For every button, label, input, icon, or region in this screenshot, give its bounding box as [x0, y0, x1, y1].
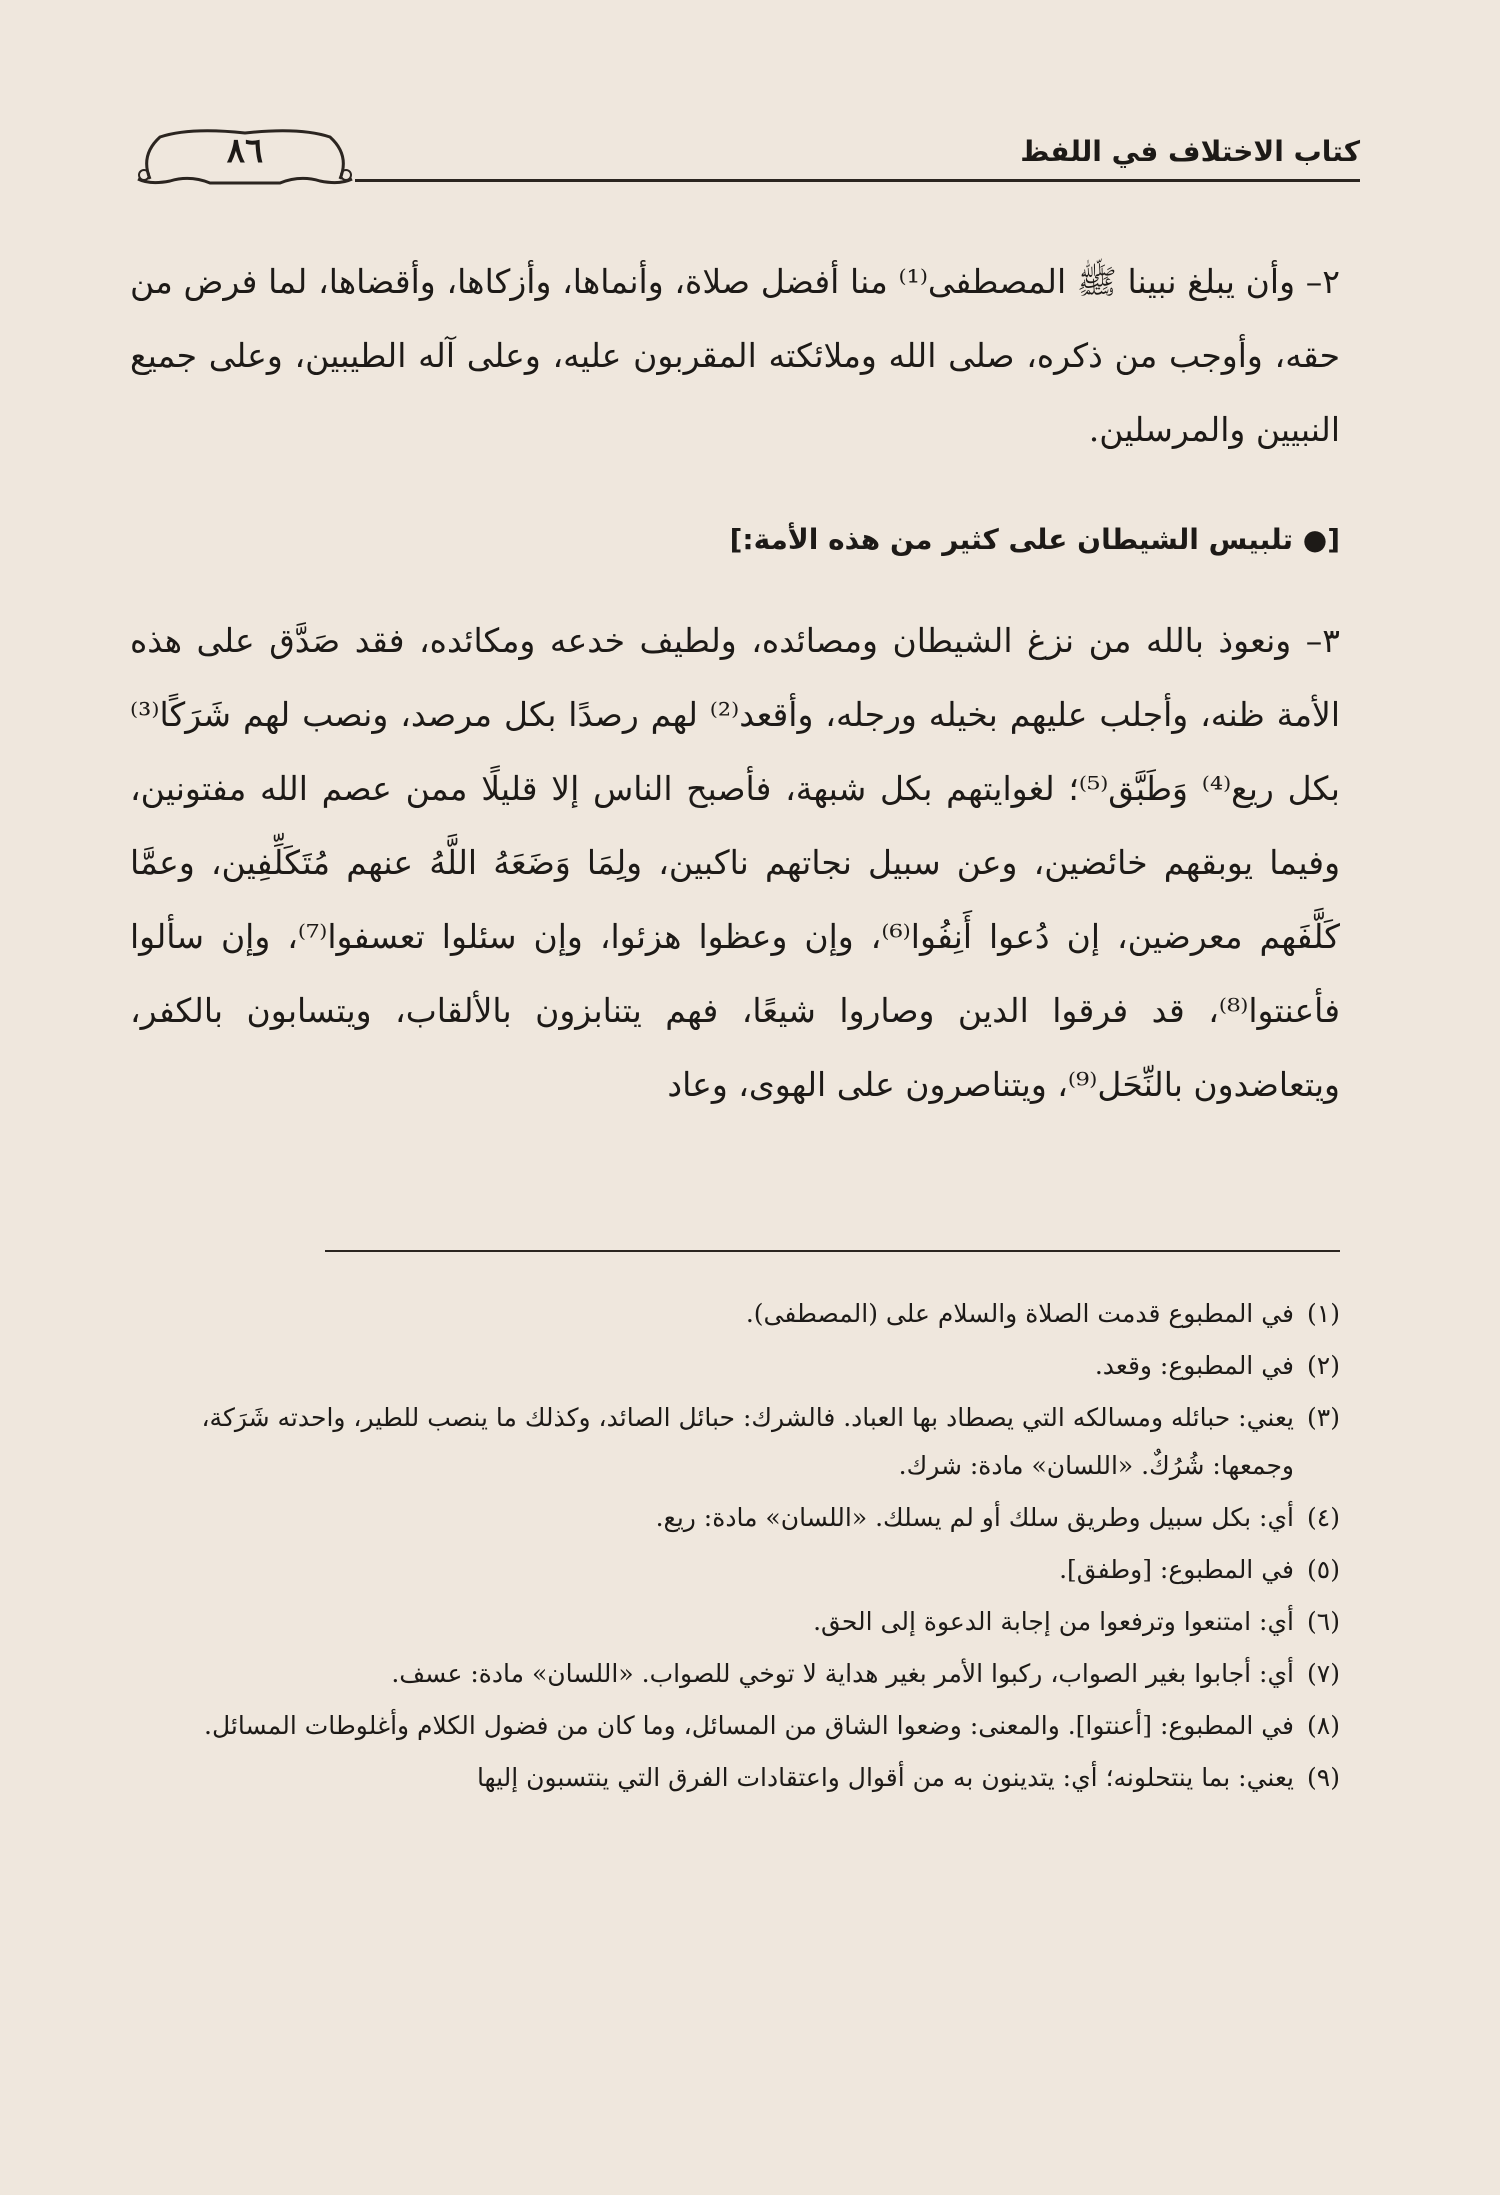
footnote — [130, 1754, 1340, 1802]
footnote-text: في المطبوع: [أعنتوا]. والمعنى: وضعوا الشاق من المسائل، وما كان من فضول الكلام وأغلوطات المسائل. — [204, 1711, 1294, 1740]
paragraph-2-text: ٢– وأن يبلغ نبينا ﷺ المصطفى⁽¹⁾ منا أفضل صلاة، وأنماها، وأزكاها، وأقضاها، لما فرض من حقه، وأوجب من ذكره، صلى الله وملائكته المقربون عليه، وعلى آله الطيبين، وعلى جميع النبيين والمرسلين. — [130, 262, 1340, 449]
footnote-text: في المطبوع قدمت الصلاة والسلام على (المصطفى). — [745, 1299, 1294, 1328]
footnote-text: في المطبوع: [وطفق]. — [1059, 1555, 1294, 1584]
header-rule — [355, 179, 1360, 182]
footnotes — [130, 1290, 1340, 1806]
footnote — [130, 1342, 1340, 1390]
footnote-number: (٨) — [1307, 1711, 1340, 1740]
footnote-number: (٥) — [1307, 1555, 1340, 1584]
section-heading: [● تلبيس الشيطان على كثير من هذه الأمة:] — [729, 523, 1340, 556]
paragraph-3-text: ٣– ونعوذ بالله من نزغ الشيطان ومصائده، ولطيف خدعه ومكائده، فقد صَدَّق على هذه الأمة ظنه، وأجلب عليهم بخيله ورجله، وأقعد⁽²⁾ لهم رصدًا بكل مرصد، ونصب لهم شَرَكًا⁽³⁾ بكل ريع⁽⁴⁾ وَطَبَّق⁽⁵⁾؛ لغوايتهم بكل شبهة، فأصبح الناس إلا قليلًا ممن عصم الله مفتونين، وفيما يوبقهم خائضين، وعن سبيل نجاتهم ناكبين، ولِمَا وَضَعَهُ اللَّهُ عنهم مُتَكَلِّفِين، وعمَّا كَلَّفَهم معرضين، إن دُعوا أَنِفُوا⁽⁶⁾، وإن وعظوا هزئوا، وإن سئلوا تعسفوا⁽⁷⁾، وإن سألوا فأعنتوا⁽⁸⁾، قد فرقوا الدين وصاروا شيعًا، فهم يتنابزون بالألقاب، ويتسابون بالكفر، ويتعاضدون بالنِّحَل⁽⁹⁾، ويتناصرون على الهوى، وعاد — [130, 621, 1340, 1104]
footnote-text: أي: أجابوا بغير الصواب، ركبوا الأمر بغير هداية لا توخي للصواب. «اللسان» مادة: عسف. — [391, 1659, 1294, 1688]
footnote — [130, 1546, 1340, 1594]
page-number: ٨٦ — [226, 131, 264, 171]
footnote — [130, 1290, 1340, 1338]
paragraph-2 — [130, 245, 1340, 467]
footnote-number: (٤) — [1307, 1503, 1340, 1532]
footnote-text: في المطبوع: وقعد. — [1094, 1351, 1294, 1380]
book-title: كتاب الاختلاف في اللفظ — [1020, 135, 1360, 168]
footnote-text: يعني: حبائله ومسالكه التي يصطاد بها العباد. فالشرك: حبائل الصائد، وكذلك ما ينصب للطير، واحدته شَرَكة، وجمعها: شُرُكٌ. «اللسان» مادة: شرك. — [201, 1403, 1294, 1480]
footnote-number: (٣) — [1307, 1403, 1340, 1432]
footnote — [130, 1394, 1340, 1490]
footnote — [130, 1702, 1340, 1750]
footnote — [130, 1598, 1340, 1646]
footnote-number: (٦) — [1307, 1607, 1340, 1636]
footnote-number: (٧) — [1307, 1659, 1340, 1688]
footnote-number: (٢) — [1307, 1351, 1340, 1380]
footnote-text: يعني: بما ينتحلونه؛ أي: يتدينون به من أقوال واعتقادات الفرق التي ينتسبون إليها — [476, 1763, 1294, 1792]
footnote-text: أي: بكل سبيل وطريق سلك أو لم يسلك. «اللسان» مادة: ريع. — [655, 1503, 1294, 1532]
page-number-ornament — [130, 125, 360, 195]
footnote — [130, 1650, 1340, 1698]
footnote-number: (١) — [1307, 1299, 1340, 1328]
footnote — [130, 1494, 1340, 1542]
footnote-number: (٩) — [1307, 1763, 1340, 1792]
page-header — [130, 125, 1360, 195]
footnote-text: أي: امتنعوا وترفعوا من إجابة الدعوة إلى الحق. — [813, 1607, 1294, 1636]
paragraph-3 — [130, 604, 1340, 1122]
footnote-separator — [325, 1250, 1340, 1252]
